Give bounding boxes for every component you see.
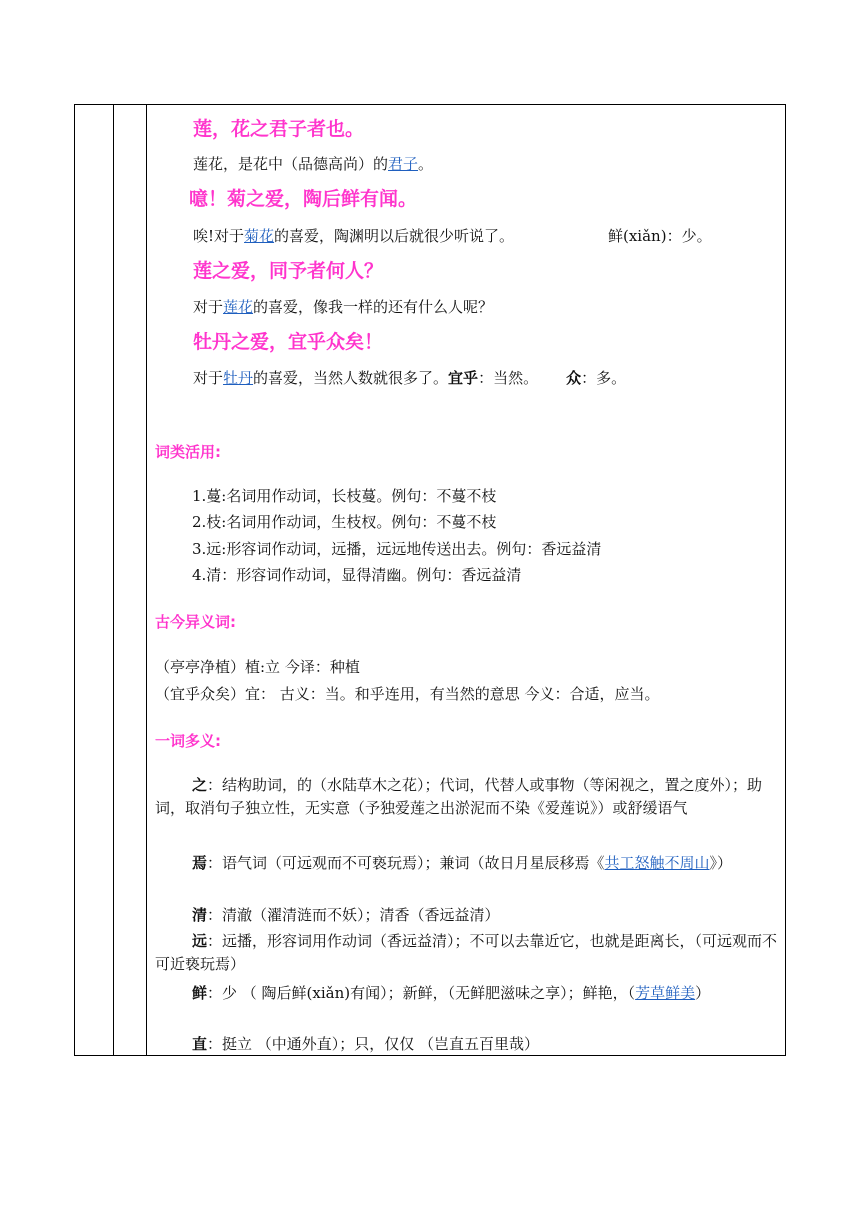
translation-text: 的喜爱，陶渊明以后就很少听说了。 (274, 227, 515, 245)
entry-text: ：清澈（濯清涟而不妖）；清香（香远益清） (207, 906, 500, 924)
hyperlink[interactable]: 芳草鲜美 (635, 984, 696, 1002)
table-column-divider (146, 105, 147, 1055)
polysemy-entry (155, 982, 779, 1005)
sentence-translation (193, 226, 514, 246)
sentence-heading: 噫！菊之爱，陶后鲜有闻。 (189, 188, 418, 210)
entry-text: ：结构助词，的（水陆草木之花）；代词，代替人或事物（等闲视之，置之度外）；助词，取消句子独立性，无实意（予独爱莲之出淤泥而不染《爱莲说》）或舒缓语气 (155, 776, 763, 817)
hyperlink[interactable]: 莲花 (223, 298, 254, 316)
sentence-heading: 牡丹之爱，宜乎众矣！ (193, 331, 384, 353)
polysemy-entry (155, 852, 779, 875)
section-title-gujin: 古今异义词: (155, 613, 236, 631)
entry-key: 清 (192, 906, 208, 924)
entry-text: ：远播，形容词用作动词（香远益清）；不可以去靠近它，也就是距离长，（可远观而不可近亵玩焉） (155, 932, 778, 973)
translation-text: 莲花，是花中（品德高尚）的 (193, 155, 389, 173)
list-item: （亭亭净植）植:立 今译：种植 (155, 658, 360, 676)
word-note: 鲜(xiǎn)：少。 (608, 227, 712, 245)
entry-key: 鲜 (192, 984, 208, 1002)
entry-key: 直 (192, 1035, 208, 1053)
entry-key: 之 (192, 776, 208, 794)
list-item: 2.枝:名词用作动词，生枝杈。例句：不蔓不枝 (192, 513, 497, 531)
sentence-translation (193, 297, 493, 317)
entry-text: ：少 （ 陶后鲜(xiǎn)有闻）；新鲜，（无鲜肥滋味之享）；鲜艳，（ (207, 984, 636, 1002)
list-item: （宜乎众矣）宜： 古义：当。和乎连用，有当然的意思 今义：合适，应当。 (155, 685, 660, 703)
list-item: 4.清：形容词作动词，显得清幽。例句：香远益清 (192, 566, 522, 584)
translation-text: 的喜爱，像我一样的还有什么人呢？ (253, 298, 494, 316)
polysemy-entry (155, 1033, 779, 1056)
entry-text: ：挺立 （中通外直）；只，仅仅 （岂直五百里哉） (207, 1035, 540, 1053)
list-item: 1.蔓:名词用作动词，长枝蔓。例句：不蔓不枝 (192, 487, 497, 505)
entry-key: 远 (192, 932, 208, 950)
list-item: 3.远:形容词作动词，远播，远远地传送出去。例句：香远益清 (192, 540, 602, 558)
note-key: 宜乎 (448, 369, 479, 387)
polysemy-entry (155, 904, 779, 927)
hyperlink[interactable]: 君子 (388, 155, 419, 173)
entry-text: ） (695, 984, 711, 1002)
sentence-translation (193, 154, 433, 174)
hyperlink[interactable]: 菊花 (244, 227, 275, 245)
entry-text: ：语气词（可远观而不可亵玩焉）；兼词（故日月星辰移焉《 (207, 854, 605, 872)
hyperlink[interactable]: 共工怒触不周山 (604, 854, 710, 872)
note-value: ：当然。 (478, 369, 539, 387)
translation-text: 对于 (193, 298, 224, 316)
table-column-divider (113, 105, 114, 1055)
entry-text: 》） (709, 854, 733, 872)
translation-text: 对于 (193, 369, 224, 387)
polysemy-entry (155, 774, 779, 820)
translation-text: 的喜爱，当然人数就很多了。 (253, 369, 449, 387)
polysemy-entry (155, 930, 779, 976)
hyperlink[interactable]: 牡丹 (223, 369, 254, 387)
section-title-yici: 一词多义: (155, 732, 221, 750)
sentence-heading: 莲，花之君子者也。 (193, 118, 365, 140)
translation-text: 唉!对于 (193, 227, 245, 245)
note-key: 众 (566, 369, 582, 387)
note-value: ：多。 (581, 369, 627, 387)
translation-text: 。 (418, 155, 434, 173)
entry-key: 焉 (192, 854, 208, 872)
section-title-cilei: 词类活用: (155, 443, 221, 461)
sentence-translation (193, 368, 626, 388)
sentence-heading: 莲之爱，同予者何人？ (193, 260, 384, 282)
